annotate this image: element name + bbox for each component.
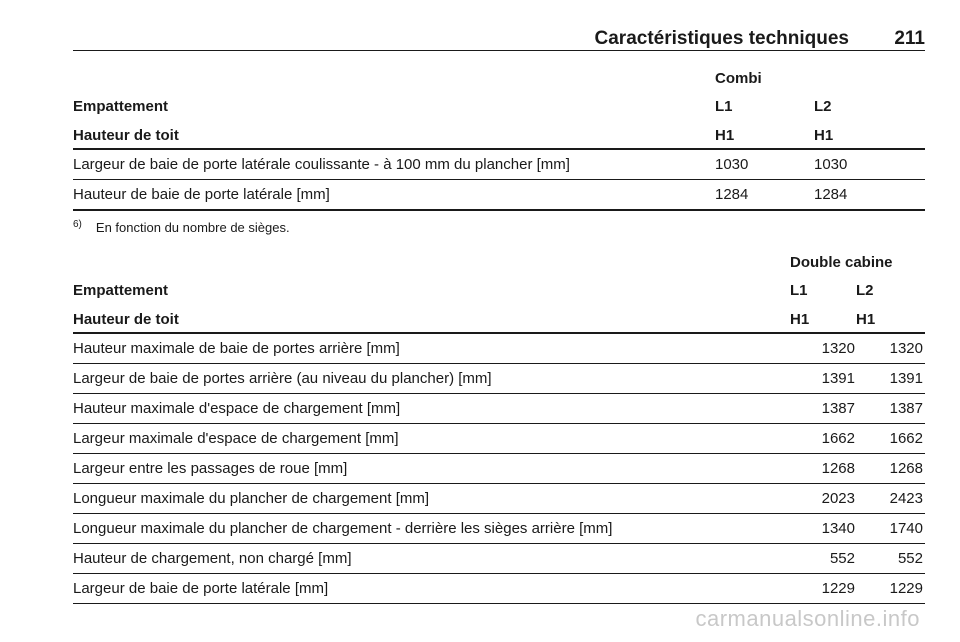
- table-row: Largeur entre les passages de roue [mm] 1268 1268: [73, 454, 925, 484]
- roof-height-label: Hauteur de toit: [73, 127, 179, 144]
- group-header-row: [73, 64, 925, 92]
- roof-height-row: [73, 121, 925, 150]
- table-row: Hauteur de baie de porte latérale [mm] 1284 1284: [73, 180, 925, 211]
- roof-height-value-1: H1: [715, 127, 735, 144]
- wheelbase-label: Empattement: [73, 98, 169, 115]
- roof-height-row: [73, 305, 925, 334]
- table-row: Largeur de baie de porte latérale [mm] 1229 1229: [73, 574, 925, 604]
- group-label: Combi: [715, 70, 762, 87]
- footnote: [73, 220, 290, 235]
- footnote-mark: 6): [73, 219, 82, 230]
- table-row: Largeur de baie de portes arrière (au niveau du plancher) [mm] 1391 1391: [73, 364, 925, 394]
- footnote-text: En fonction du nombre de sièges.: [95, 220, 290, 235]
- wheelbase-label: Empattement: [73, 282, 169, 299]
- table-row: Largeur maximale d'espace de chargement [mm] 1662 1662: [73, 424, 925, 454]
- roof-height-label: Hauteur de toit: [73, 311, 179, 328]
- group-header-row: [73, 248, 925, 276]
- wheelbase-row: [73, 92, 925, 121]
- table-row: Hauteur maximale d'espace de chargement [mm] 1387 1387: [73, 394, 925, 424]
- roof-height-value-2: H1: [814, 127, 834, 144]
- page-title: Caractéristiques techniques: [594, 28, 849, 49]
- page-header: [73, 26, 925, 51]
- page-number: 211: [894, 28, 925, 49]
- table-row: Largeur de baie de porte latérale coulissante - à 100 mm du plancher [mm] 1030 1030: [73, 150, 925, 180]
- group-label: Double cabine: [790, 254, 893, 271]
- wheelbase-row: [73, 276, 925, 305]
- double-cabin-table: [73, 248, 925, 604]
- roof-height-value-2: H1: [856, 311, 876, 328]
- table-row: Hauteur de chargement, non chargé [mm] 552 552: [73, 544, 925, 574]
- table-row: Longueur maximale du plancher de chargement - derrière les sièges arrière [mm] 1340 1740: [73, 514, 925, 544]
- roof-height-value-1: H1: [790, 311, 810, 328]
- wheelbase-value-1: L1: [715, 98, 733, 115]
- wheelbase-value-1: L1: [790, 282, 808, 299]
- table-row: Longueur maximale du plancher de chargement [mm] 2023 2423: [73, 484, 925, 514]
- watermark: carmanualsonline.info: [695, 606, 920, 631]
- combi-table: [73, 64, 925, 211]
- wheelbase-value-2: L2: [856, 282, 874, 299]
- wheelbase-value-2: L2: [814, 98, 832, 115]
- table-row: Hauteur maximale de baie de portes arrière [mm] 1320 1320: [73, 334, 925, 364]
